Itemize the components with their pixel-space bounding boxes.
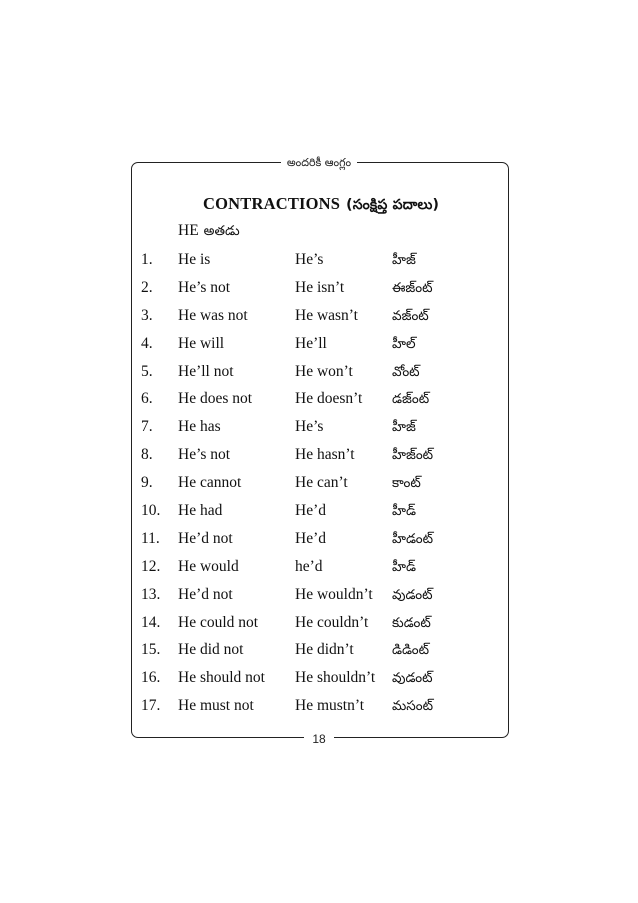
full-form: He’s not (178, 278, 231, 296)
row-number: 15. (141, 641, 161, 659)
contraction: He’d (295, 529, 326, 547)
section-title-english: CONTRACTIONS (203, 194, 341, 213)
full-form: He would (178, 557, 239, 575)
row-number: 5. (141, 362, 153, 380)
telugu-pronunciation: హీడంట్ (392, 530, 433, 547)
full-form: He should not (178, 669, 265, 687)
full-form: He has (178, 418, 221, 436)
running-header-text: అందరికీ ఆంగ్లం (281, 155, 357, 171)
contraction: He won’t (295, 362, 353, 380)
list-item (141, 249, 501, 277)
list-item (141, 500, 501, 528)
row-number: 3. (141, 306, 153, 324)
list-item (141, 361, 501, 389)
row-number: 8. (141, 446, 153, 464)
contraction: He’s (295, 418, 324, 436)
section-title (203, 194, 439, 216)
contraction: He’s (295, 251, 324, 268)
contraction: He shouldn’t (295, 669, 376, 687)
contractions-list (141, 249, 501, 723)
telugu-pronunciation: హీజ్ (392, 419, 416, 436)
row-number: 6. (141, 390, 153, 408)
contraction: he’d (295, 557, 323, 575)
full-form: He had (178, 502, 223, 520)
full-form: He’d not (178, 585, 233, 603)
full-form: He was not (178, 306, 248, 324)
full-form: He’s not (178, 446, 231, 464)
row-number: 13. (141, 585, 161, 603)
contraction: He mustn’t (295, 697, 365, 715)
list-item (141, 639, 501, 667)
list-item (141, 305, 501, 333)
telugu-pronunciation: హీడ్ (392, 503, 416, 520)
contraction: He’d (295, 502, 326, 520)
section-subtitle (178, 222, 240, 242)
list-item (141, 416, 501, 444)
telugu-pronunciation: ఈజ్ంట్ (392, 279, 433, 296)
row-number: 2. (141, 278, 153, 296)
telugu-pronunciation: హీడ్ (392, 558, 416, 575)
row-number: 9. (141, 474, 153, 492)
list-item (141, 528, 501, 556)
row-number: 11. (141, 529, 160, 547)
row-number: 14. (141, 613, 161, 631)
full-form: He cannot (178, 474, 242, 492)
contraction: He wouldn’t (295, 585, 373, 603)
contraction: He couldn’t (295, 613, 369, 631)
full-form: He will (178, 334, 225, 352)
list-item (141, 695, 501, 723)
list-item (141, 584, 501, 612)
page-footer (0, 730, 638, 748)
list-item (141, 556, 501, 584)
contraction: He didn’t (295, 641, 354, 659)
list-item (141, 444, 501, 472)
row-number: 7. (141, 418, 153, 436)
full-form: He must not (178, 697, 254, 715)
contraction: He wasn’t (295, 306, 358, 324)
list-item (141, 612, 501, 640)
row-number: 17. (141, 697, 161, 715)
full-form: He’d not (178, 529, 233, 547)
full-form: He did not (178, 641, 244, 659)
contraction: He doesn’t (295, 390, 363, 408)
telugu-pronunciation: వుడంట్ (392, 586, 433, 603)
contraction: He can’t (295, 474, 348, 492)
row-number: 4. (141, 334, 153, 352)
full-form: He’ll not (178, 362, 234, 380)
full-form: He does not (178, 390, 253, 408)
telugu-pronunciation: డిడింట్ (392, 642, 430, 659)
list-item (141, 472, 501, 500)
telugu-pronunciation: వోంట్ (392, 363, 420, 380)
telugu-pronunciation: కుడంట్ (392, 614, 431, 631)
telugu-pronunciation: వుడంట్ (392, 670, 433, 687)
list-item (141, 667, 501, 695)
contraction: He hasn’t (295, 446, 355, 464)
subtitle-english: HE (178, 222, 199, 239)
contraction: He isn’t (295, 278, 345, 296)
list-item (141, 333, 501, 361)
row-number: 12. (141, 557, 161, 575)
row-number: 16. (141, 669, 161, 687)
telugu-pronunciation: హీల్ (392, 335, 416, 352)
telugu-pronunciation: మసంట్ (392, 698, 434, 715)
telugu-pronunciation: కాంట్ (392, 475, 421, 492)
full-form: He could not (178, 613, 259, 631)
telugu-pronunciation: హీజ్ (392, 252, 416, 268)
subtitle-telugu: అతడు (203, 223, 240, 239)
row-number: 10. (141, 502, 161, 520)
full-form: He is (178, 251, 211, 268)
page-number: 18 (304, 731, 333, 747)
row-number: 1. (141, 251, 153, 268)
telugu-pronunciation: హీజ్ంట్ (392, 447, 434, 464)
section-title-telugu: (సంక్షిప్త పదాలు) (346, 197, 440, 213)
list-item (141, 277, 501, 305)
contraction: He’ll (295, 334, 327, 352)
list-item (141, 388, 501, 416)
telugu-pronunciation: డజ్ంట్ (392, 391, 430, 408)
telugu-pronunciation: వజ్ంట్ (392, 307, 429, 324)
